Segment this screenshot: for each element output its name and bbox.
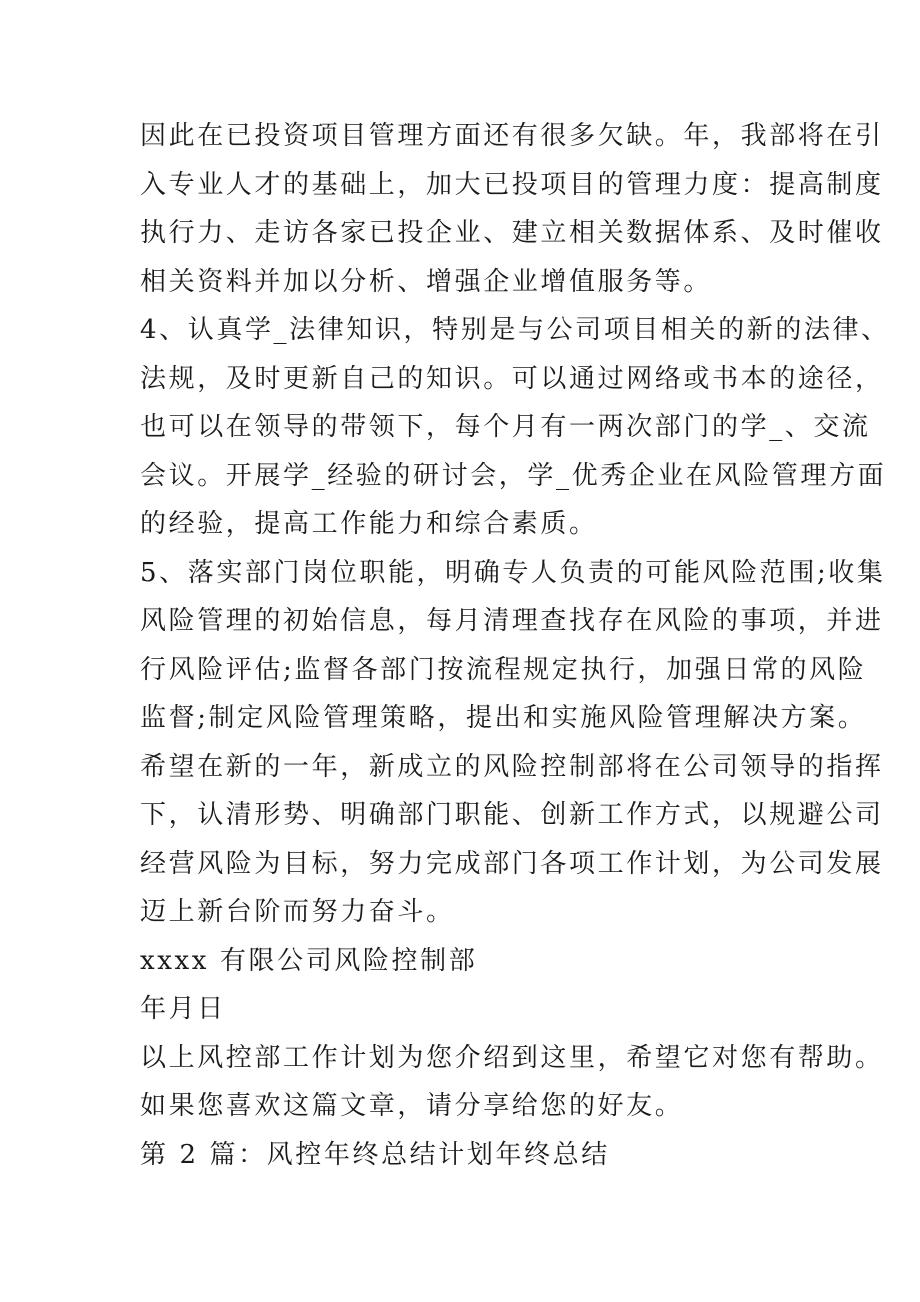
text-line: 会议。开展学_经验的研讨会，学_优秀企业在风险管理方面 (140, 460, 887, 491)
text-line: 下，认清形势、明确部门职能、创新工作方式，以规避公司 (140, 800, 884, 830)
paragraph (140, 112, 884, 306)
text-line: 希望在新的一年，新成立的风险控制部将在公司领导的指挥 (140, 751, 884, 782)
text-line: 执行力、走访各家已投企业、建立相关数据体系、及时催收 (140, 218, 884, 248)
paragraph (140, 1034, 884, 1131)
paragraph (140, 743, 884, 937)
text-line: 相关资料并加以分析、增强企业增值服务等。 (140, 266, 713, 297)
text-line: 的经验，提高工作能力和综合素质。 (140, 509, 598, 539)
text-line: 入专业人才的基础上，加大已投项目的管理力度：提高制度 (140, 169, 884, 200)
paragraph (140, 1131, 810, 1180)
text-line: xxxx 有限公司风险控制部 (140, 945, 478, 976)
text-line: 监督;制定风险管理策略，提出和实施风险管理解决方案。 (140, 703, 867, 733)
text-line: 如果您喜欢这篇文章，请分享给您的好友。 (140, 1091, 684, 1121)
paragraph (140, 306, 890, 549)
text-line: 4、认真学_法律知识，特别是与公司项目相关的新的法律、 (140, 315, 890, 345)
text-line: 行风险评估;监督各部门按流程规定执行，加强日常的风险 (140, 654, 867, 685)
paragraph (140, 549, 886, 743)
text-line: 以上风控部工作计划为您介绍到这里，希望它对您有帮助。 (140, 1042, 884, 1073)
text-line: 经营风险为目标，努力完成部门各项工作计划，为公司发展 (140, 848, 884, 879)
document-body (140, 112, 890, 1179)
paragraph (140, 985, 810, 1034)
text-line: 第 2 篇：风控年终总结计划年终总结 (140, 1139, 610, 1170)
text-line: 迈上新台阶而努力奋斗。 (140, 897, 455, 927)
text-line: 5、落实部门岗位职能，明确专人负责的可能风险范围;收集 (140, 557, 886, 588)
text-line: 风险管理的初始信息，每月清理查找存在风险的事项，并进 (140, 606, 884, 636)
text-line: 也可以在领导的带领下，每个月有一两次部门的学_、交流 (140, 412, 871, 442)
text-line: 法规，及时更新自己的知识。可以通过网络或书本的途径， (140, 363, 884, 394)
text-line: 年月日 (140, 994, 226, 1024)
paragraph (140, 937, 810, 986)
text-line: 因此在已投资项目管理方面还有很多欠缺。年，我部将在引 (140, 121, 884, 151)
